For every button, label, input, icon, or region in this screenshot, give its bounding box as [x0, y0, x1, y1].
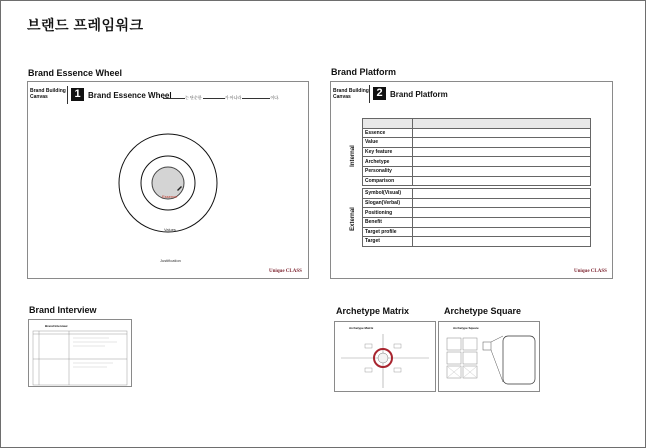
- platform-card-title: Brand Platform: [390, 90, 448, 99]
- platform-canvas-label-2: Canvas: [333, 94, 351, 100]
- platform-card[interactable]: [330, 81, 613, 279]
- platform-row-external: [363, 208, 591, 218]
- platform-row-label: Target profile: [363, 227, 413, 237]
- interview-section-title: Brand Interview: [29, 305, 97, 315]
- platform-row-internal: [363, 166, 591, 176]
- platform-row-value-cell[interactable]: [413, 147, 591, 157]
- matrix-thumbnail[interactable]: [334, 321, 436, 392]
- square-thumbnail[interactable]: [438, 321, 540, 392]
- internal-label: Internal: [350, 145, 356, 167]
- platform-row-value-cell[interactable]: [413, 208, 591, 218]
- essence-sentence-a: 는 단순한: [185, 95, 202, 100]
- interview-sketch: [29, 320, 131, 386]
- essence-brand-logo: Unique CLASS: [269, 269, 302, 274]
- platform-row-external: [363, 198, 591, 208]
- platform-row-label: Key feature: [363, 147, 413, 157]
- essence-sentence-b: 가 아니라: [224, 95, 242, 100]
- platform-row-external: [363, 189, 591, 199]
- platform-row-internal: [363, 138, 591, 148]
- platform-divider: [369, 85, 370, 103]
- essence-mid-label: Values: [164, 227, 176, 232]
- platform-row-value-cell[interactable]: [413, 227, 591, 237]
- essence-number-badge: 1: [71, 88, 84, 101]
- platform-row-internal: [363, 157, 591, 167]
- platform-row-label: Target: [363, 237, 413, 247]
- essence-sentence-c: 이다.: [270, 95, 280, 100]
- platform-row-label: Essence: [363, 128, 413, 138]
- matrix-sketch: [335, 322, 435, 391]
- interview-card-title: Brand Interview: [45, 324, 68, 328]
- platform-row-internal: [363, 176, 591, 186]
- platform-row-label: Personality: [363, 166, 413, 176]
- platform-row-label: Archetype: [363, 157, 413, 167]
- square-sketch: [439, 322, 539, 391]
- platform-table: [362, 118, 591, 247]
- platform-row-value-cell[interactable]: [413, 217, 591, 227]
- essence-wheel: [28, 82, 308, 278]
- essence-canvas-label-2: Canvas: [30, 94, 48, 100]
- platform-row-internal: [363, 147, 591, 157]
- platform-row-value-cell[interactable]: [413, 237, 591, 247]
- square-section-title: Archetype Square: [444, 306, 522, 316]
- platform-brand-logo: Unique CLASS: [574, 269, 607, 274]
- platform-row-internal: [363, 128, 591, 138]
- platform-section-title: Brand Platform: [331, 67, 397, 77]
- essence-card-title: Brand Essence Wheel: [88, 91, 172, 100]
- platform-row-label: Comparison: [363, 176, 413, 186]
- platform-row-value-cell[interactable]: [413, 189, 591, 199]
- matrix-section-title: Archetype Matrix: [336, 306, 410, 316]
- platform-row-value-cell[interactable]: [413, 198, 591, 208]
- essence-card[interactable]: [27, 81, 309, 279]
- square-card-title: Archetype Square: [453, 326, 479, 330]
- essence-section-title: Brand Essence Wheel: [28, 68, 123, 78]
- essence-canvas-label-1: Brand Building: [30, 88, 66, 94]
- essence-outer-label: Justification: [160, 258, 181, 263]
- platform-row-value-cell[interactable]: [413, 157, 591, 167]
- page-title: 브랜드 프레임워크: [27, 17, 144, 33]
- platform-row-label: Benefit: [363, 217, 413, 227]
- platform-row-value-cell[interactable]: [413, 176, 591, 186]
- essence-inner-label: Essence: [162, 194, 178, 199]
- platform-row-label: Symbol(Visual): [363, 189, 413, 199]
- platform-header-row: [363, 119, 591, 129]
- platform-row-label: Slogan(Verbal): [363, 198, 413, 208]
- matrix-card-title: Archetype Matrix: [349, 326, 374, 330]
- platform-row-external: [363, 227, 591, 237]
- platform-row-label: Positioning: [363, 208, 413, 218]
- platform-row-value-cell[interactable]: [413, 166, 591, 176]
- external-label: External: [350, 207, 356, 231]
- platform-row-external: [363, 237, 591, 247]
- platform-row-value-cell[interactable]: [413, 138, 591, 148]
- platform-number-badge: 2: [373, 87, 386, 100]
- platform-row-value-cell[interactable]: [413, 128, 591, 138]
- platform-header-cell: [413, 119, 591, 129]
- interview-thumbnail[interactable]: [28, 319, 132, 387]
- platform-row-label: Value: [363, 138, 413, 148]
- platform-canvas-label-1: Brand Building: [333, 88, 369, 94]
- platform-header-cell: [363, 119, 413, 129]
- platform-row-external: [363, 217, 591, 227]
